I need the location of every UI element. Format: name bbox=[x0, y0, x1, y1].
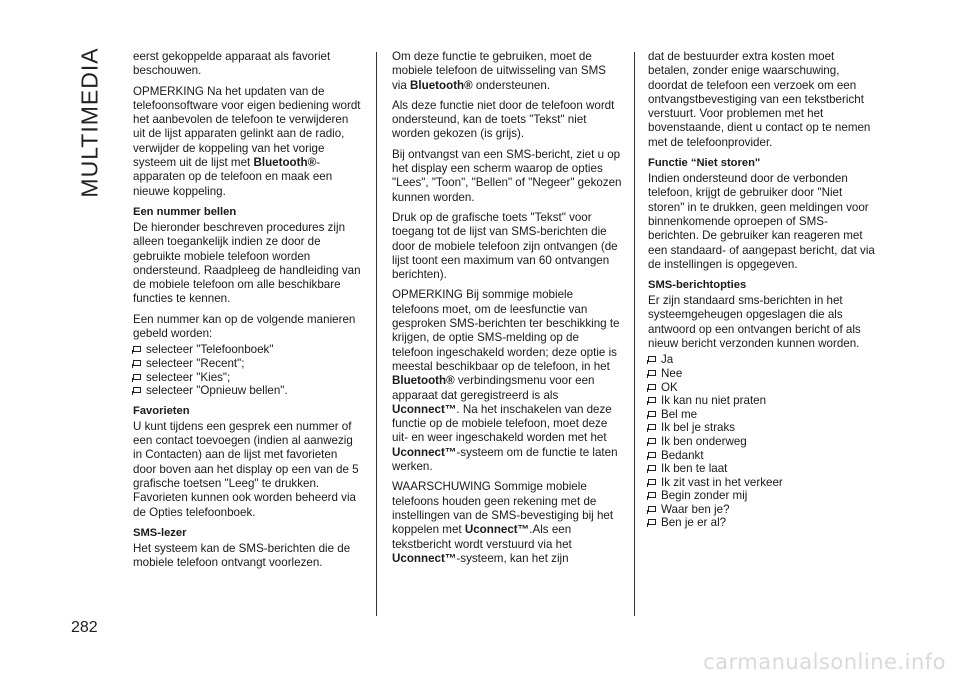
paragraph: WAARSCHUWING Sommige mobiele telefoons houden geen rekening met de instellingen van de SMS-bevestiging bij het koppelen met Uconnect™.Als een tekstbericht wordt verstuurd via het Uconnect™-systeem, kan het zijn bbox=[392, 480, 614, 565]
paragraph: OPMERKING Bij sommige mobiele telefoons moet, om de leesfunctie van gesproken SMS-berichten ter beschikking te krijgen, de optie SMS-melding op de telefoon ingeschakeld worden; deze optie is meestal beschikbaar op de telefoon, in het Bluetooth® verbindingsmenu voor een apparaat dat geregistreerd is als Uconnect™. Na het inschakelen van deze functie op de mobiele telefoon, moet deze uit- en weer ingeschakeld worden met het Uconnect™-systeem om de functie te laten werken. bbox=[392, 288, 620, 474]
list-item: Ik kan nu niet praten bbox=[648, 394, 878, 408]
paragraph: Als deze functie niet door de telefoon wordt ondersteund, kan de toets "Tekst" niet worden gekozen (is grijs). bbox=[392, 98, 615, 141]
list-item: Waar ben je? bbox=[648, 503, 878, 517]
bullet-icon bbox=[648, 519, 656, 525]
list-item: Begin zonder mij bbox=[648, 489, 878, 503]
list-item: Bel me bbox=[648, 408, 878, 422]
bullet-icon bbox=[648, 438, 656, 444]
section-title bbox=[72, 46, 108, 198]
paragraph: Indien ondersteund door de verbonden telefoon, krijgt de gebruiker door "Niet storen" in te drukken, geen meldingen voor binnenkomende oproepen of SMS-berichten. De gebruiker kan reageren met een standaard- of aangepast bericht, dat via de instellingen is opgegeven. bbox=[648, 172, 875, 271]
paragraph: Om deze functie te gebruiken, moet de mobiele telefoon de uitwisseling van SMS via Bluetooth® ondersteunen. bbox=[392, 50, 606, 92]
bullet-icon bbox=[648, 411, 656, 417]
list-item: selecteer "Opnieuw bellen". bbox=[133, 384, 363, 398]
page-number: 282 bbox=[71, 619, 98, 636]
list-item: selecteer "Recent"; bbox=[133, 357, 363, 371]
bullet-icon bbox=[648, 506, 656, 512]
column-3 bbox=[648, 50, 878, 536]
paragraph: Er zijn standaard sms-berichten in het systeemgeheugen opgeslagen die als antwoord op een ontvangen bericht of als nieuw bericht verzonden kunnen worden. bbox=[648, 294, 861, 351]
sms-templates-list bbox=[648, 353, 878, 530]
paragraph: OPMERKING Na het updaten van de telefoonsoftware voor eigen bediening wordt het aanbevolen de telefoon te verwijderen uit de lijst apparaten gelinkt aan de radio, verwijder de koppeling van het vorige systeem uit de lijst met Bluetooth®-apparaten op de telefoon en maak een nieuwe koppeling. bbox=[133, 84, 361, 198]
heading-sms-options: SMS-berichtopties bbox=[648, 279, 747, 292]
bullet-icon bbox=[648, 479, 656, 485]
list-item: Ben je er al? bbox=[648, 516, 878, 530]
bullet-icon bbox=[648, 452, 656, 458]
bullet-icon bbox=[648, 424, 656, 430]
bullet-icon bbox=[648, 370, 656, 376]
bullet-icon bbox=[133, 387, 141, 393]
list-item: selecteer "Telefoonboek" bbox=[133, 343, 363, 357]
list-item: Ik ben onderweg bbox=[648, 435, 878, 449]
bullet-icon bbox=[648, 465, 656, 471]
paragraph: dat de bestuurder extra kosten moet betalen, zonder enige waarschuwing, doordat de telefoon een verzoek om een ontvangstbevestiging van een tekstbericht verstuurt. Voor problemen met het bovenstaande, dient u contact op te nemen met de telefoonprovider. bbox=[648, 50, 871, 149]
column-2 bbox=[392, 50, 622, 572]
bullet-icon bbox=[133, 346, 141, 352]
list-item: Bedankt bbox=[648, 449, 878, 463]
paragraph: Druk op de grafische toets "Tekst" voor toegang tot de lijst van SMS-berichten die door de mobiele telefoon zijn ontvangen (de lijst toont een maximum van 60 ontvangen berichten). bbox=[392, 210, 618, 282]
paragraph: Het systeem kan de SMS-berichten die de mobiele telefoon ontvangt voorlezen. bbox=[133, 541, 351, 570]
bullet-icon bbox=[648, 384, 656, 390]
heading-call: Een nummer bellen bbox=[133, 205, 237, 218]
paragraph: eerst gekoppelde apparaat als favoriet beschouwen. bbox=[133, 50, 331, 78]
bullet-icon bbox=[648, 492, 656, 498]
column-1 bbox=[133, 50, 363, 576]
section-title-text: MULTIMEDIA bbox=[76, 46, 103, 198]
paragraph: Een nummer kan op de volgende manieren gebeld worden: bbox=[133, 312, 356, 341]
column-divider bbox=[634, 52, 635, 616]
paragraph: De hieronder beschreven procedures zijn alleen toegankelijk indien ze door de gebruikte mobiele telefoon worden ondersteund. Raadpleeg de handleiding van de mobiele telefoon om alle beschikbare functies te kennen. bbox=[133, 220, 361, 306]
bullet-icon bbox=[133, 374, 141, 380]
bullet-icon bbox=[648, 356, 656, 362]
bullet-icon bbox=[648, 397, 656, 403]
watermark: carmanualsonline.info bbox=[703, 650, 946, 674]
call-options-list bbox=[133, 343, 363, 397]
bullet-icon bbox=[133, 360, 141, 366]
list-item: Ik bel je straks bbox=[648, 421, 878, 435]
list-item: Nee bbox=[648, 367, 878, 381]
list-item: Ja bbox=[648, 353, 878, 367]
heading-do-not-disturb: Functie “Niet storen" bbox=[648, 157, 761, 170]
list-item: Ik ben te laat bbox=[648, 462, 878, 476]
paragraph: Bij ontvangst van een SMS-bericht, ziet u op het display een scherm waarop de opties "Lees", "Toon", "Bellen" of "Negeer" gekozen kunnen worden. bbox=[392, 147, 622, 204]
column-divider bbox=[376, 52, 377, 616]
paragraph: U kunt tijdens een gesprek een nummer of een contact toevoegen (indien al aanwezig in Contacten) aan de lijst met favorieten door boven aan het display op een van de 5 grafische toetsen "Leeg" te drukken. Favorieten kunnen ook worden beheerd via de Opties telefoonboek. bbox=[133, 419, 359, 519]
list-item: selecteer "Kies"; bbox=[133, 371, 363, 385]
list-item: OK bbox=[648, 381, 878, 395]
heading-favorites: Favorieten bbox=[133, 404, 190, 417]
list-item: Ik zit vast in het verkeer bbox=[648, 476, 878, 490]
heading-sms-reader: SMS-lezer bbox=[133, 526, 187, 539]
